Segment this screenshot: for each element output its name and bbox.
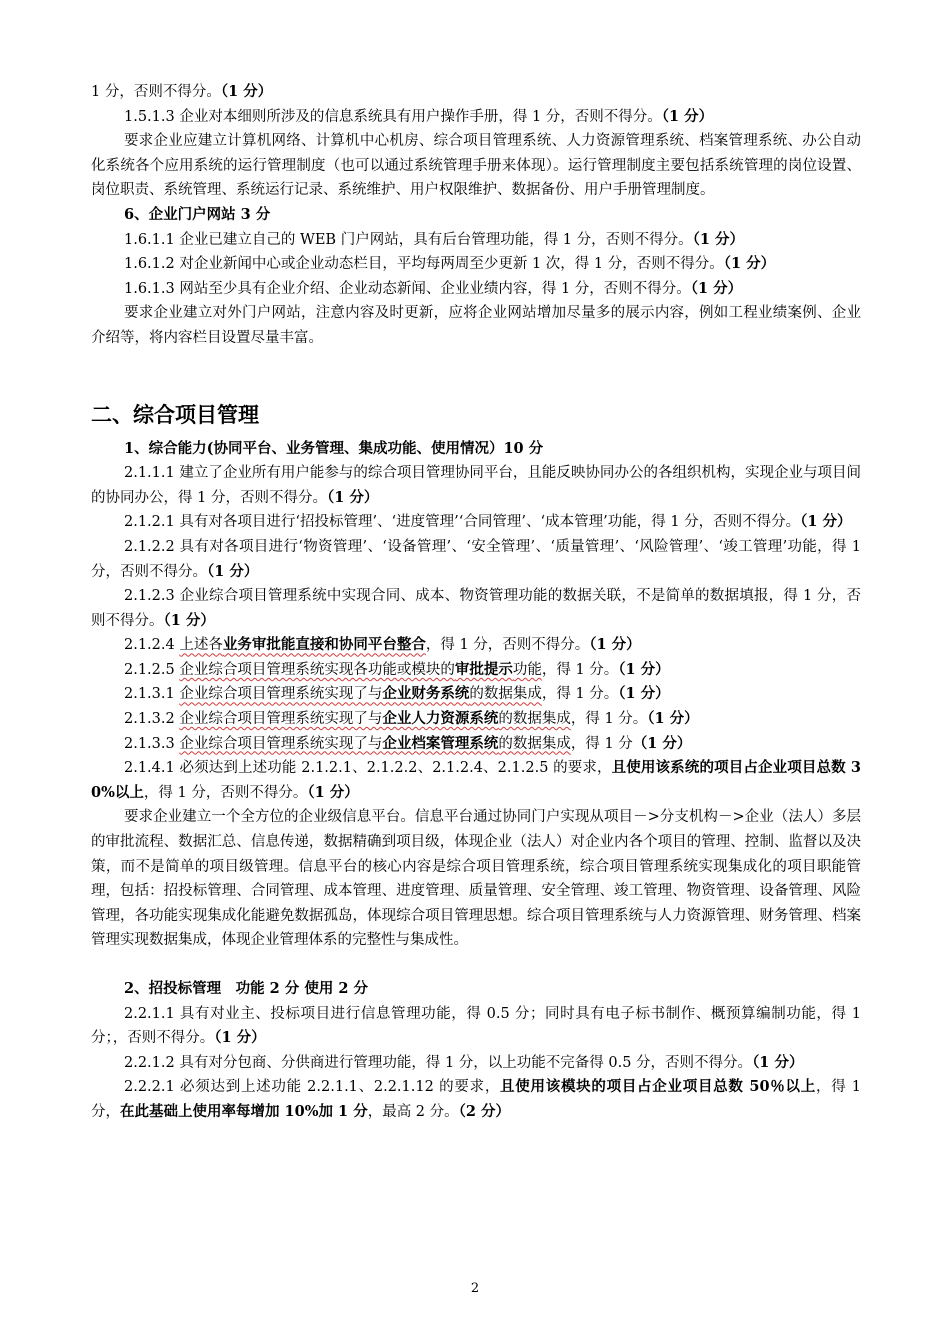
score: （1 分） (647, 710, 699, 728)
score: （1 分） (589, 636, 641, 654)
paragraph (91, 1075, 861, 1124)
text: 2.1.2.3 企业综合项目管理系统中实现合同、成本、物资管理功能的数据关联，不是简单的数据填报，得 1 分，否则不得分。 (91, 588, 861, 629)
section-title: 二、综合项目管理 (91, 402, 259, 427)
text-bold: 在此基础上使用率每增加 10%加 1 分 (120, 1102, 368, 1120)
score: （1 分） (692, 230, 745, 248)
text-bold: 审批提示 (454, 660, 513, 678)
text-bold: 且使用该模块的项目占企业项目总数 50％以上 (500, 1078, 816, 1096)
text: 的数据集成 (498, 735, 571, 752)
note-paragraph: 要求企业建立一个全方位的企业级信息平台。信息平台通过协同门户实现从项目－>分支机构－>企业（法人）多层的审批流程、数据汇总、信息传递，数据精确到项目级，体现企业（法人）对企业内各个项目的管理、控制、监督以及决策，而不是简单的项目级管理。信息平台的核心内容是综合项目管理系统，综合项目管理系统实现集成化的项目职能管理，包括：招投标管理、合同管理、成本管理、进度管理、质量管理、安全管理、竣工管理、物资管理、设备管理、风险管理，各功能实现集成化能避免数据孤岛，体现综合项目管理思想。综合项目管理系统与人力资源管理、财务管理、档案管理实现数据集成，体现企业管理体系的完整性与集成性。 (91, 809, 861, 949)
score: （1 分） (618, 685, 670, 703)
text-bold: 且使用该系统的项目占企业项目总数 30%以上 (91, 759, 861, 801)
item-number: 2.1.3.1 (124, 686, 180, 703)
score: （1 分） (752, 1053, 804, 1071)
text-bold: 业务审批能直接和协同平台整合 (222, 636, 426, 654)
score: （1 分） (220, 83, 273, 100)
paragraph (91, 707, 861, 732)
text: 2.2.1.1 具有对业主、投标项目进行信息管理功能，得 0.5 分；同时具有电子标书制作、概预算编制功能，得 1 分；，否则不得分。 (91, 1005, 861, 1047)
page-number: 2 (470, 1281, 480, 1296)
text: 上述各 (179, 637, 223, 654)
text: 的数据集成 (469, 686, 542, 703)
page-content (91, 80, 861, 1125)
paragraph (91, 584, 861, 633)
text: 企业综合项目管理系统实现各功能或模块的 (179, 661, 455, 678)
paragraph (91, 1051, 861, 1076)
item-number: 2.1.2.4 (124, 637, 180, 654)
text: ，得 1 分。 (541, 686, 619, 703)
score: （1 分） (618, 660, 670, 678)
score: （1 分） (207, 562, 259, 580)
score: （1 分） (690, 279, 743, 297)
subsection-heading: 6、企业门户网站 3 分 (124, 205, 271, 223)
subsection-heading: 1、综合能力(协同平台、业务管理、集成功能、使用情况）10 分 (124, 439, 544, 457)
paragraph (91, 682, 861, 707)
note-paragraph: 要求企业应建立计算机网络、计算机中心机房、综合项目管理系统、人力资源管理系统、档案管理系统、办公自动化系统各个应用系统的运行管理制度（也可以通过系统管理手册来体现）。运行管理制度主要包括系统管理的岗位设置、岗位职责、系统管理、系统运行记录、系统维护、用户权限维护、数据备份、用户手册管理制度。 (91, 133, 861, 199)
item-number: 2.1.3.2 (124, 711, 180, 728)
text: 2.1.2.1 具有对各项目进行‘招投标管理’、‘进度管理’‘合同管理’、‘成本管理’功能，得 1 分，否则不得分。 (124, 514, 801, 531)
paragraph (91, 105, 861, 130)
text: ，得 1 分 (570, 735, 633, 752)
score: （1 分） (661, 107, 714, 125)
text: 1.6.1.2 对企业新闻中心或企业动态栏目，平均每两周至少更新 1 次，得 1 分，否则不得分。 (124, 256, 724, 273)
text: 企业综合项目管理系统实现了与 (179, 735, 383, 752)
text-bold: 企业财务系统 (382, 685, 470, 703)
paragraph (91, 1002, 861, 1051)
text: 企业综合项目管理系统实现了与 (179, 686, 383, 703)
paragraph (91, 756, 861, 805)
text: ，最高 2 分。 (367, 1103, 459, 1120)
text-bold: 企业档案管理系统 (382, 734, 499, 752)
text: 2.1.2.2 具有对各项目进行‘物资管理’、‘设备管理’、‘安全管理’、‘质量管理’、‘风险管理’、‘竣工管理’功能，得 1 分，否则不得分。 (91, 538, 861, 580)
paragraph (91, 732, 861, 757)
score: （1 分） (326, 488, 379, 506)
text: ，得 1 分， (91, 1079, 861, 1120)
text: ，得 1 分。 (570, 711, 648, 728)
text: 2.2.2.1 必须达到上述功能 2.2.1.1、2.2.1.12 的要求， (124, 1079, 501, 1096)
text: 2.2.1.2 具有对分包商、分供商进行管理功能，得 1 分，以上功能不完备得 0.5 分，否则不得分。 (124, 1054, 753, 1071)
text: 1.5.1.3 企业对本细则所涉及的信息系统具有用户操作手册，得 1 分，否则不得分。 (124, 108, 662, 125)
text-bold: 企业人力资源系统 (382, 710, 499, 728)
text: ，得 1 分，否则不得分。 (143, 784, 308, 801)
score: （1 分） (800, 513, 852, 531)
text: 功能 (512, 661, 542, 678)
paragraph (91, 658, 861, 683)
spacer (91, 953, 861, 977)
item-number: 2.1.3.3 (124, 735, 180, 752)
score: （1 分） (632, 734, 692, 752)
paragraph (91, 633, 861, 658)
text: ，得 1 分。 (541, 661, 619, 678)
paragraph (91, 535, 861, 584)
paragraph (91, 80, 861, 105)
text: 1 分，否则不得分。 (91, 84, 221, 100)
paragraph (91, 277, 861, 302)
text: ，得 1 分，否则不得分。 (425, 637, 590, 654)
note-paragraph: 要求企业建立对外门户网站，注意内容及时更新，应将企业网站增加尽量多的展示内容，例如工程业绩案例、企业介绍等，将内容栏目设置尽量丰富。 (91, 305, 861, 346)
paragraph (91, 252, 861, 277)
score: （1 分） (214, 1029, 266, 1047)
text: 1.6.1.1 企业已建立自己的 WEB 门户网站，具有后台管理功能，得 1 分，否则不得分。 (124, 231, 693, 248)
text: 2.1.1.1 建立了企业所有用户能参与的综合项目管理协同平台，且能反映协同办公的各组织机构，实现企业与项目间的协同办公，得 1 分，否则不得分。 (91, 465, 861, 506)
paragraph (91, 461, 861, 510)
text: 1.6.1.3 网站至少具有企业介绍、企业动态新闻、企业业绩内容，得 1 分，否则不得分。 (124, 280, 691, 297)
text: 的数据集成 (498, 711, 571, 728)
score: （2 分） (458, 1102, 511, 1120)
text: 2.1.4.1 必须达到上述功能 2.1.2.1、2.1.2.2、2.1.2.4、2.1.2.5 的要求， (124, 760, 612, 777)
subsection-heading: 2、招投标管理 功能 2 分 使用 2 分 (124, 980, 369, 997)
paragraph (91, 228, 861, 253)
score: （1 分） (307, 783, 359, 801)
item-number: 2.1.2.5 (124, 661, 180, 678)
text: 企业综合项目管理系统实现了与 (179, 711, 383, 728)
score: （1 分） (723, 255, 776, 273)
score: （1 分） (163, 611, 215, 629)
paragraph (91, 510, 861, 535)
